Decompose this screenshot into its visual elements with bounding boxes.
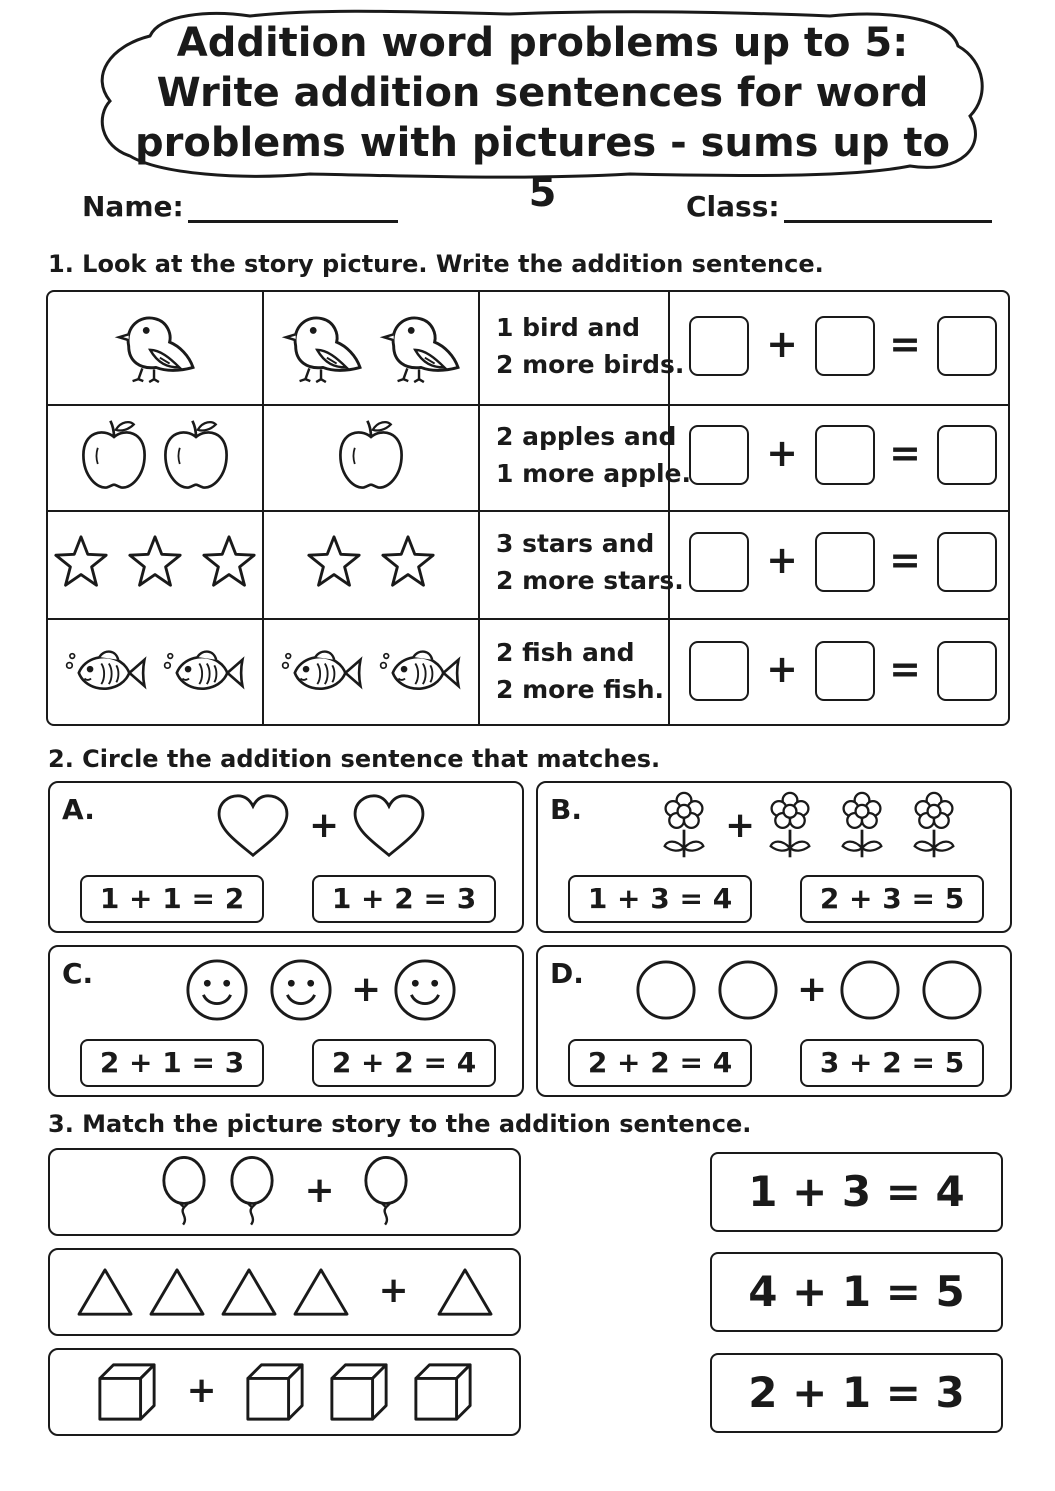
- answer-box-sum[interactable]: [937, 316, 997, 376]
- smiley-icon: [185, 958, 249, 1022]
- star-icon: [379, 533, 437, 591]
- class-field[interactable]: [784, 194, 992, 223]
- equals-sign: =: [889, 647, 921, 691]
- plus-sign: +: [766, 538, 798, 582]
- story-line: 1 more apple.: [496, 459, 691, 488]
- flower-icon: [911, 791, 957, 861]
- section1-heading: 1. Look at the story picture. Write the addition sentence.: [48, 250, 824, 278]
- story-line: 3 stars and: [496, 529, 655, 558]
- cube-icon: [328, 1361, 390, 1423]
- answer-option[interactable]: 2 + 2 = 4: [568, 1039, 752, 1087]
- plus-sign: +: [766, 647, 798, 691]
- name-label: Name:: [82, 190, 184, 223]
- star-icon: [200, 533, 258, 591]
- plus-sign: +: [304, 1170, 335, 1211]
- answer-option[interactable]: 2 + 1 = 3: [80, 1039, 264, 1087]
- answer-box-addend1[interactable]: [689, 532, 749, 592]
- triangle-icon: [292, 1266, 350, 1318]
- balloon-icon: [228, 1155, 276, 1229]
- section2-heading: 2. Circle the addition sentence that matches.: [48, 745, 661, 773]
- balloon-icon: [160, 1155, 208, 1229]
- story-line: 1 bird and: [496, 313, 641, 342]
- plus-sign: +: [766, 322, 798, 366]
- bird-icon: [278, 307, 366, 385]
- plus-sign: +: [378, 1270, 409, 1311]
- plus-sign: +: [186, 1370, 217, 1411]
- plus-sign: +: [797, 969, 828, 1010]
- answer-box-addend2[interactable]: [815, 641, 875, 701]
- story-line: 2 more birds.: [496, 350, 685, 379]
- flower-icon: [661, 791, 707, 861]
- answer-option[interactable]: 1 + 1 = 2: [80, 875, 264, 923]
- equals-sign: =: [889, 538, 921, 582]
- answer-box-addend1[interactable]: [689, 641, 749, 701]
- plus-sign: +: [351, 969, 382, 1010]
- story-line: 2 apples and: [496, 422, 677, 451]
- plus-sign: +: [725, 805, 756, 846]
- fish-icon: [278, 641, 366, 701]
- answer-option[interactable]: 2 + 2 = 4: [312, 1039, 496, 1087]
- panel-label: A.: [62, 793, 95, 826]
- heart-icon: [351, 793, 427, 859]
- smiley-icon: [393, 958, 457, 1022]
- balloon-icon: [362, 1155, 410, 1229]
- story-picture-box[interactable]: [48, 1148, 521, 1236]
- story-line: 2 fish and: [496, 638, 635, 667]
- bird-icon: [376, 307, 464, 385]
- panel-label: D.: [550, 957, 584, 990]
- answer-box-addend2[interactable]: [815, 316, 875, 376]
- story-text: [496, 418, 691, 492]
- triangle-icon: [220, 1266, 278, 1318]
- panel-label: C.: [62, 957, 94, 990]
- plus-sign: +: [309, 805, 340, 846]
- triangle-icon: [436, 1266, 494, 1318]
- answer-box-sum[interactable]: [937, 425, 997, 485]
- answer-box-addend2[interactable]: [815, 425, 875, 485]
- cube-icon: [412, 1361, 474, 1423]
- circle-icon: [717, 959, 779, 1021]
- apple-icon: [335, 416, 407, 494]
- fish-icon: [62, 641, 150, 701]
- cube-icon: [96, 1361, 158, 1423]
- triangle-icon: [76, 1266, 134, 1318]
- fish-icon: [160, 641, 248, 701]
- cube-icon: [244, 1361, 306, 1423]
- smiley-icon: [269, 958, 333, 1022]
- name-field[interactable]: [188, 194, 398, 223]
- story-line: 2 more fish.: [496, 675, 665, 704]
- story-text: [496, 525, 684, 599]
- page-title: Addition word problems up to 5: Write addition sentences for word problems with pictures - sums up to 5: [134, 20, 951, 216]
- answer-box-addend1[interactable]: [689, 316, 749, 376]
- answer-box-sum[interactable]: [937, 641, 997, 701]
- answer-option[interactable]: 1 + 3 = 4: [568, 875, 752, 923]
- heart-icon: [215, 793, 291, 859]
- panel-label: B.: [550, 793, 582, 826]
- triangle-icon: [148, 1266, 206, 1318]
- match-sentence-box[interactable]: 4 + 1 = 5: [710, 1252, 1003, 1332]
- flower-icon: [767, 791, 813, 861]
- circle-icon: [635, 959, 697, 1021]
- match-sentence-box[interactable]: 2 + 1 = 3: [710, 1353, 1003, 1433]
- apple-icon: [78, 416, 150, 494]
- circle-icon: [921, 959, 983, 1021]
- answer-box-addend1[interactable]: [689, 425, 749, 485]
- fish-icon: [376, 641, 464, 701]
- answer-box-sum[interactable]: [937, 532, 997, 592]
- equals-sign: =: [889, 322, 921, 366]
- plus-sign: +: [766, 431, 798, 475]
- answer-box-addend2[interactable]: [815, 532, 875, 592]
- star-icon: [305, 533, 363, 591]
- circle-icon: [839, 959, 901, 1021]
- bird-icon: [111, 307, 199, 385]
- story-text: [496, 634, 664, 708]
- class-label: Class:: [686, 190, 780, 223]
- story-line: 2 more stars.: [496, 566, 684, 595]
- answer-option[interactable]: 1 + 2 = 3: [312, 875, 496, 923]
- answer-option[interactable]: 2 + 3 = 5: [800, 875, 984, 923]
- star-icon: [52, 533, 110, 591]
- story-text: [496, 309, 684, 383]
- answer-option[interactable]: 3 + 2 = 5: [800, 1039, 984, 1087]
- section3-heading: 3. Match the picture story to the addition sentence.: [48, 1110, 752, 1138]
- apple-icon: [160, 416, 232, 494]
- match-sentence-box[interactable]: 1 + 3 = 4: [710, 1152, 1003, 1232]
- flower-icon: [839, 791, 885, 861]
- equals-sign: =: [889, 431, 921, 475]
- star-icon: [126, 533, 184, 591]
